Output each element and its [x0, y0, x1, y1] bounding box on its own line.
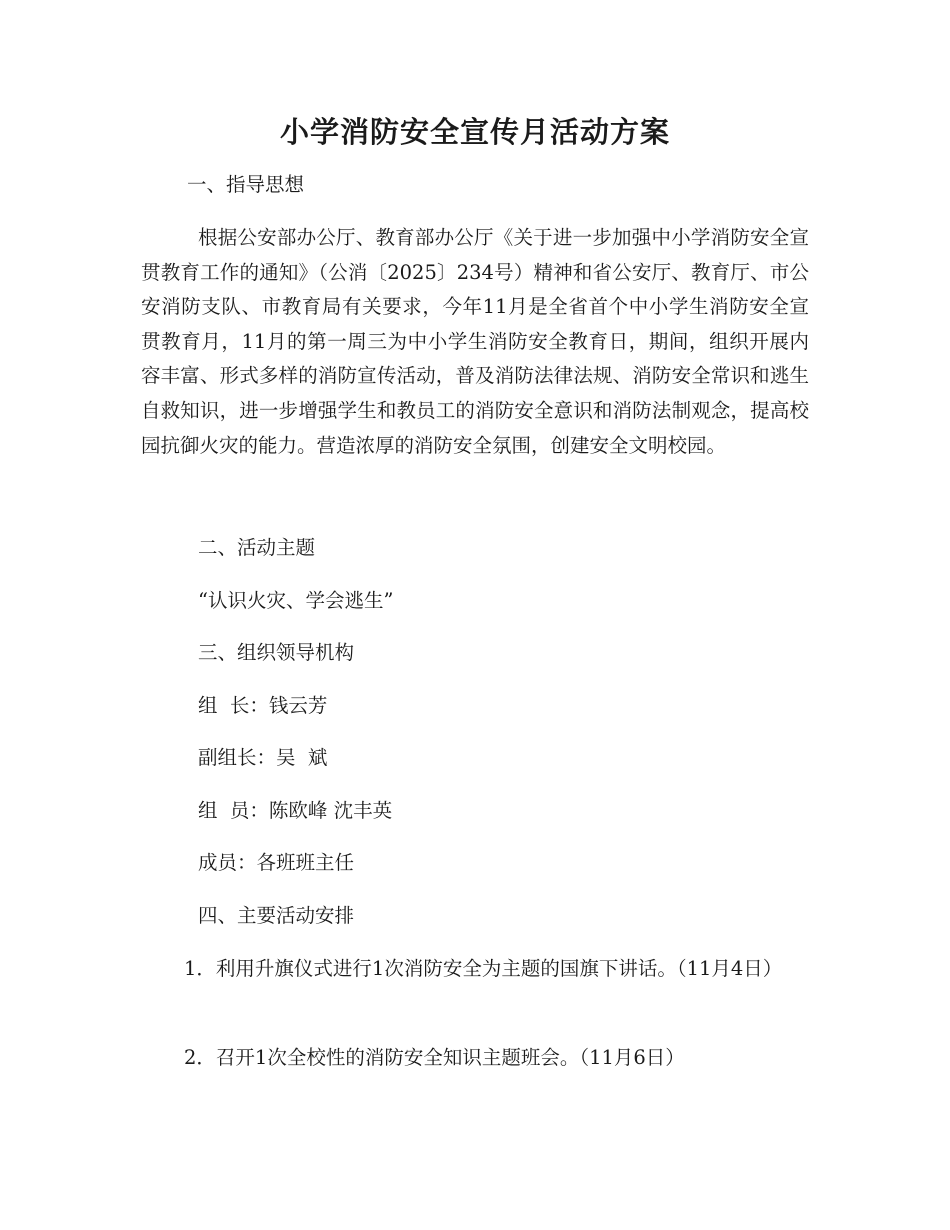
activity-item-2: 2．召开1次全校性的消防安全知识主题班会。（11月6日）: [184, 1046, 685, 1069]
staff-line: 成员：各班班主任: [198, 851, 355, 874]
deputy-leader-line: 副组长：吴 斌: [198, 746, 328, 769]
activity-item-1: 1．利用升旗仪式进行1次消防安全为主题的国旗下讲话。（11月4日）: [184, 957, 783, 980]
section-heading-activity-theme: 二、活动主题: [198, 536, 316, 559]
document-title: 小学消防安全宣传月活动方案: [279, 115, 670, 149]
section-heading-main-activities: 四、主要活动安排: [198, 904, 355, 927]
guiding-ideology-paragraph: 根据公安部办公厅、教育部办公厅《关于进一步加强中小学消防安全宣贯教育工作的通知》（公消〔2025〕234号）精神和省公安厅、教育厅、市公安消防支队、市教育局有关要求，今年11月是全省首个中小学生消防安全宣贯教育月，11月的第一周三为中小学生消防安全教育日，期间，组织开展内容丰富、形式多样的消防宣传活动，普及消防法律法规、消防安全常识和逃生自救知识，进一步增强学生和教员工的消防安全意识和消防法制观念，提高校园抗御火灾的能力。营造浓厚的消防安全氛围，创建安全文明校园。: [141, 226, 809, 457]
members-line: 组 员：陈欧峰 沈丰英: [198, 799, 393, 822]
activity-theme-text: “认识火灾、学会逃生”: [198, 589, 394, 612]
section-heading-leadership: 三、组织领导机构: [198, 641, 355, 664]
leader-line: 组 长：钱云芳: [198, 694, 328, 717]
section-heading-guiding-ideology: 一、指导思想: [187, 173, 305, 196]
